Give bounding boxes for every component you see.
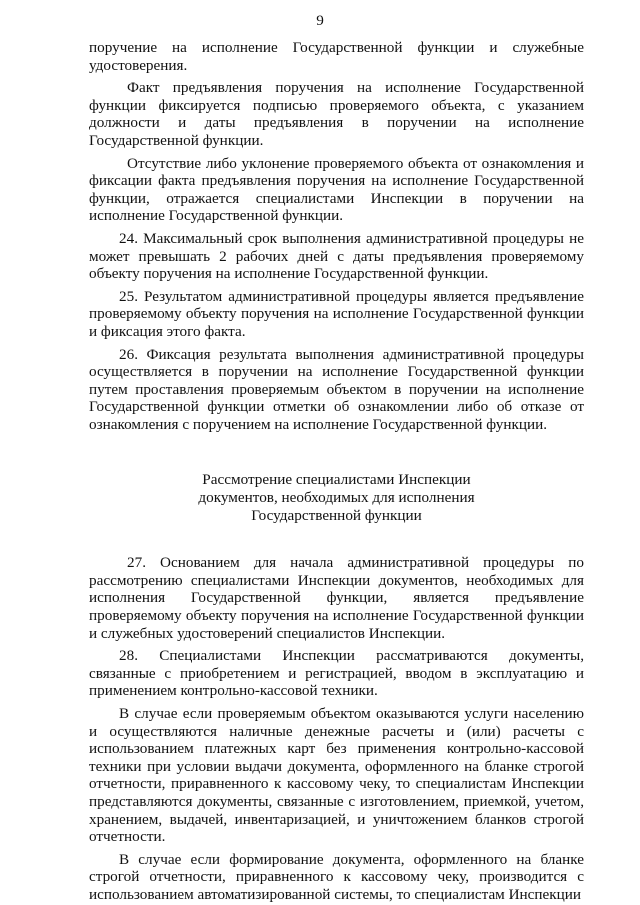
- paragraph-automated-system-case: В случае если формирование документа, оформленного на бланке строгой отчетности, приравненного к кассовому чеку, производится с использованием автоматизированной системы, то специалистам Инспекции: [89, 850, 584, 903]
- section-heading-line: документов, необходимых для исполнения: [198, 489, 475, 507]
- paragraph-item-25: 25. Результатом административной процедуры является предъявление проверяемому объекту поручения на исполнение Государственной функции и фиксация этого факта.: [89, 287, 584, 340]
- section-heading-line: Рассмотрение специалистами Инспекции: [202, 471, 471, 489]
- paragraph-item-26: 26. Фиксация результата выполнения административной процедуры осуществляется в поручении на исполнение Государственной функции путем проставления проверяемым объектом в поручении на исполнение Государственной функции отметки об ознакомлении либо об отказе от ознакомления с поручением на исполнение Государственной функции.: [89, 345, 584, 433]
- paragraph-item-24: 24. Максимальный срок выполнения административной процедуры не может превышать 2 рабочих дней с даты предъявления проверяемому объекту поручения на исполнение Государственной функции.: [89, 229, 584, 283]
- paragraph-absence-evasion: Отсутствие либо уклонение проверяемого объекта от ознакомления и фиксации факта предъявления поручения на исполнение Государственной функции, отражается специалистами Инспекции в поручении на исполнение Государственной функции.: [89, 154, 584, 225]
- paragraph-item-27: 27. Основанием для начала административной процедуры по рассмотрению специалистами Инспекции документов, необходимых для исполнения Государственной функции, является предъявление проверяемому объекту поручения на исполнение Государственной функции и служебных удостоверений специалистов Инспекции.: [89, 554, 584, 642]
- paragraph-item-28: 28. Специалистами Инспекции рассматриваются документы, связанные с приобретением и регистрацией, вводом в эксплуатацию и применением контрольно-кассовой техники.: [89, 647, 584, 700]
- paragraph-services-case: В случае если проверяемым объектом оказываются услуги населению и осуществляются наличные денежные расчеты и (или) расчеты с использованием платежных карт без применения контрольно-кассовой техники при условии выдачи документа, оформленного на бланке строгой отчетности, приравненного к кассовому чеку, то специалистам Инспекции представляются документы, связанные с изготовлением, приемкой, учетом, хранением, выдачей, инвентаризацией, и уничтожением бланков строгой отчетности.: [89, 705, 584, 846]
- section-heading: [89, 471, 584, 524]
- paragraph-continuation: поручение на исполнение Государственной функции и служебные удостоверения.: [89, 39, 584, 74]
- page-number: 9: [316, 12, 324, 29]
- section-heading-line: Государственной функции: [251, 506, 422, 524]
- document-body: [89, 39, 584, 904]
- paragraph-fact-presentation: Факт предъявления поручения на исполнение Государственной функции фиксируется подписью проверяемого объекта, с указанием должности и даты предъявления в поручении на исполнение Государственной функции.: [89, 79, 584, 149]
